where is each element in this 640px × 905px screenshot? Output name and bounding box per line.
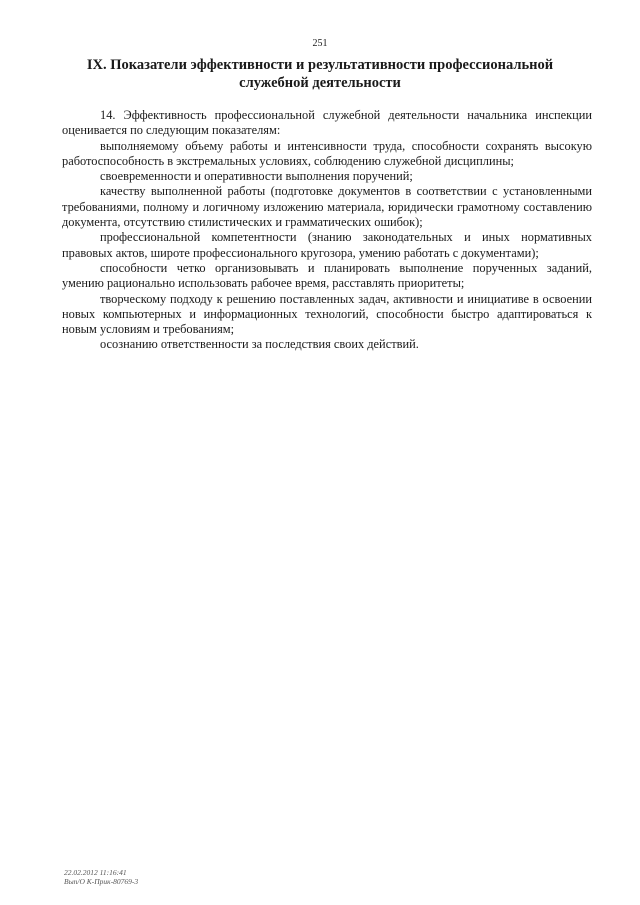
- paragraph-timeliness: своевременности и оперативности выполнения поручений;: [100, 169, 413, 184]
- document-body: [62, 108, 592, 353]
- paragraph-workload: выполняемому объему работы и интенсивности труда, способности сохранять высокую работоспособность в экстремальных условиях, соблюдению служебной дисциплины;: [62, 138, 592, 168]
- section-title: [80, 56, 560, 92]
- footer-stamp: [64, 868, 138, 886]
- page-number: 251: [312, 38, 328, 49]
- paragraph-quality: качеству выполненной работы (подготовке документов в соответствии с установленными требованиями, полному и логичному изложению материала, юридически грамотному составлению документа, отсутствию стилистических и грамматических ошибок);: [62, 184, 592, 230]
- section-title-line-1: IX. Показатели эффективности и результативности профессиональной: [86, 57, 554, 73]
- footer-timestamp: 22.02.2012 11:16:41: [64, 868, 127, 877]
- footer-document-id: Вып/О К-Прик-80769-3: [64, 877, 139, 886]
- paragraph-intro: 14. Эффективность профессиональной служебной деятельности начальника инспекции оценивается по следующим показателям:: [62, 108, 592, 138]
- paragraph-competence: профессиональной компетентности (знанию законодательных и иных нормативных правовых актов, широте профессионального кругозора, умению работать с документами);: [62, 230, 592, 260]
- section-title-line-2: служебной деятельности: [239, 75, 401, 91]
- paragraph-responsibility: осознанию ответственности за последствия своих действий.: [100, 337, 419, 352]
- paragraph-creativity: творческому подходу к решению поставленных задач, активности и инициативе в освоении новых компьютерных и информационных технологий, способности быстро адаптироваться к новым условиям и требованиям;: [62, 291, 592, 337]
- paragraph-organization: способности четко организовывать и планировать выполнение порученных заданий, умению рационально использовать рабочее время, расставлять приоритеты;: [62, 260, 592, 291]
